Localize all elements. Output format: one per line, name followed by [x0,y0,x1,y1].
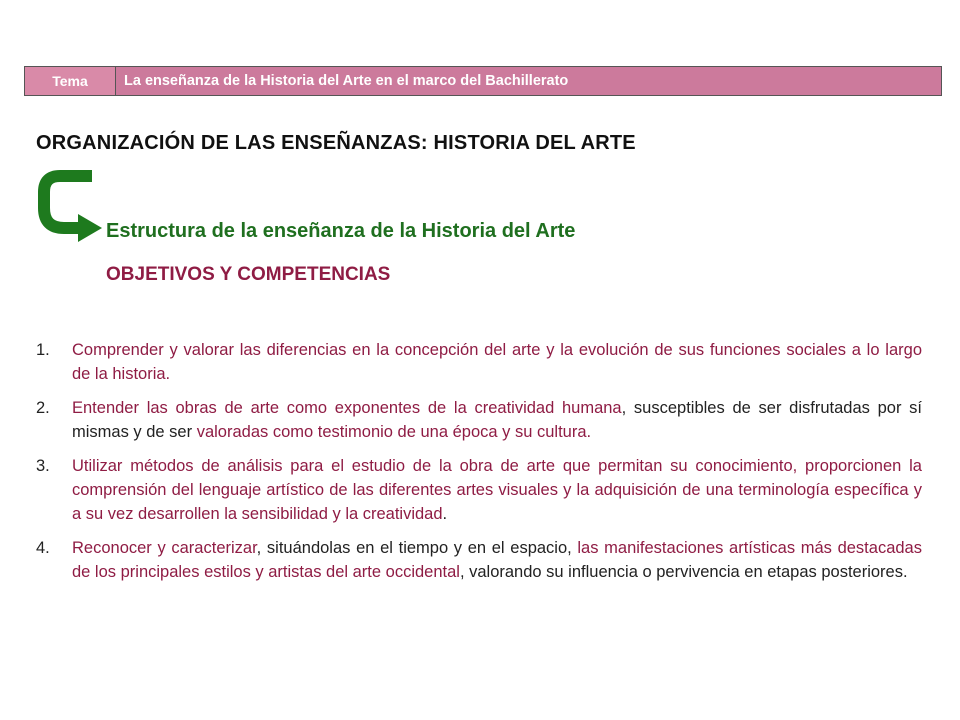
item-text: Comprender y valorar las diferencias en la concepción del arte y la evolución de sus funciones sociales a lo largo de la historia. [72,341,922,383]
item-text: , situándolas en el tiempo y en el espacio, [256,539,578,557]
list-item [36,536,922,584]
item-text: Utilizar métodos de análisis para el estudio de la obra de arte que permitan su conocimiento, proporcionen la comprensión del lenguaje artístico de las diferentes artes visuales y la adquisición de una terminología específica y a su vez desarrollen la sensibilidad y la creatividad [72,457,922,523]
objectives-list [36,338,922,594]
subtitle: Estructura de la enseñanza de la Historia del Arte [106,220,576,242]
section-title: OBJETIVOS Y COMPETENCIAS [106,264,391,285]
item-text: , susceptibles de ser disfrutadas por sí mismas y de ser [72,399,923,441]
item-text: Reconocer y caracterizar [72,539,257,557]
item-text: valoradas como testimonio de una época y su cultura. [196,423,592,441]
list-item [36,396,922,444]
topic-value: La enseñanza de la Historia del Arte en el marco del Bachillerato [116,67,941,95]
list-item [36,454,922,526]
item-number: 2. [36,399,50,417]
list-item [36,338,922,386]
item-text: . [442,505,448,523]
item-text: las manifestaciones artísticas más destacadas de los principales estilos y artistas del arte occidental [72,539,922,581]
item-text: Entender las obras de arte como exponentes de la creatividad humana [72,399,622,417]
item-number: 4. [36,539,50,557]
page-title: ORGANIZACIÓN DE LAS ENSEÑANZAS: HISTORIA DEL ARTE [36,132,636,154]
item-number: 3. [36,457,50,475]
curved-arrow-icon [30,168,110,248]
topic-label: Tema [25,67,116,95]
item-number: 1. [36,341,50,359]
item-text: , valorando su influencia o pervivencia en etapas posteriores. [459,563,908,581]
topic-table [24,66,942,96]
